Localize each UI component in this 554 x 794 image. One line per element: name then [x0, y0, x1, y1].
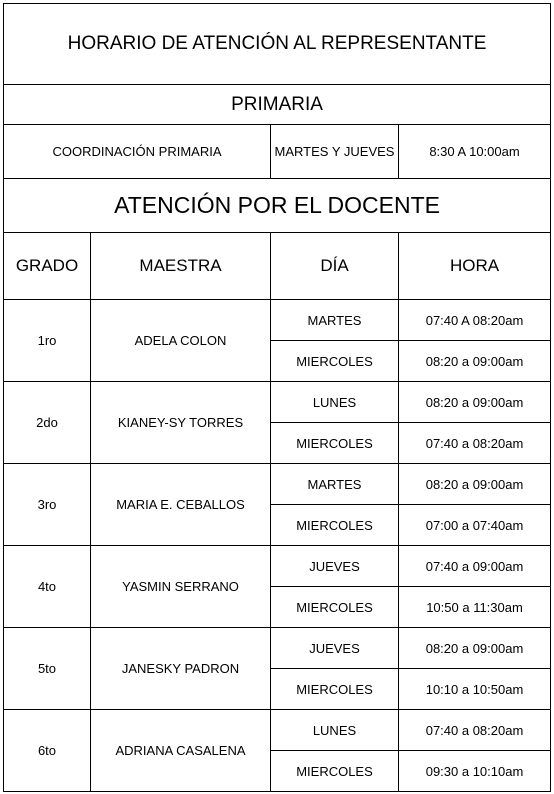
time-cell: 07:40 a 09:00am: [399, 546, 551, 587]
teacher-cell: ADRIANA CASALENA: [91, 710, 271, 792]
header-day: DÍA: [271, 233, 399, 300]
day-cell: MIERCOLES: [271, 751, 399, 792]
table-row: [4, 710, 551, 751]
time-cell: 08:20 a 09:00am: [399, 382, 551, 423]
time-cell: 09:30 a 10:10am: [399, 751, 551, 792]
table-row: [4, 628, 551, 669]
coordination-time: 8:30 A 10:00am: [399, 125, 551, 179]
time-cell: 08:20 a 09:00am: [399, 628, 551, 669]
teacher-cell: YASMIN SERRANO: [91, 546, 271, 628]
table-row: [4, 546, 551, 587]
header-grade: GRADO: [4, 233, 91, 300]
section-title: PRIMARIA: [4, 85, 551, 125]
day-cell: JUEVES: [271, 546, 399, 587]
teacher-section-title: ATENCIÓN POR EL DOCENTE: [4, 179, 551, 233]
time-cell: 07:00 a 07:40am: [399, 505, 551, 546]
grade-cell: 1ro: [4, 300, 91, 382]
grade-cell: 4to: [4, 546, 91, 628]
time-cell: 07:40 a 08:20am: [399, 710, 551, 751]
header-time: HORA: [399, 233, 551, 300]
time-cell: 07:40 A 08:20am: [399, 300, 551, 341]
table-row: [4, 464, 551, 505]
page-title: HORARIO DE ATENCIÓN AL REPRESENTANTE: [4, 4, 551, 85]
coordination-days: MARTES Y JUEVES: [271, 125, 399, 179]
teacher-cell: KIANEY-SY TORRES: [91, 382, 271, 464]
day-cell: JUEVES: [271, 628, 399, 669]
time-cell: 08:20 a 09:00am: [399, 464, 551, 505]
schedule-table: [3, 3, 551, 792]
day-cell: MIERCOLES: [271, 505, 399, 546]
teacher-cell: MARIA E. CEBALLOS: [91, 464, 271, 546]
table-row: [4, 382, 551, 423]
day-cell: MARTES: [271, 300, 399, 341]
day-cell: LUNES: [271, 382, 399, 423]
table-row: [4, 300, 551, 341]
time-cell: 07:40 a 08:20am: [399, 423, 551, 464]
day-cell: LUNES: [271, 710, 399, 751]
time-cell: 10:10 a 10:50am: [399, 669, 551, 710]
day-cell: MIERCOLES: [271, 669, 399, 710]
day-cell: MIERCOLES: [271, 423, 399, 464]
header-teacher: MAESTRA: [91, 233, 271, 300]
time-cell: 08:20 a 09:00am: [399, 341, 551, 382]
day-cell: MIERCOLES: [271, 341, 399, 382]
coordination-row: [4, 125, 551, 179]
coordination-name: COORDINACIÓN PRIMARIA: [4, 125, 271, 179]
day-cell: MARTES: [271, 464, 399, 505]
grade-cell: 6to: [4, 710, 91, 792]
teacher-cell: JANESKY PADRON: [91, 628, 271, 710]
header-row: [4, 233, 551, 300]
time-cell: 10:50 a 11:30am: [399, 587, 551, 628]
day-cell: MIERCOLES: [271, 587, 399, 628]
grade-cell: 3ro: [4, 464, 91, 546]
grade-cell: 2do: [4, 382, 91, 464]
teacher-cell: ADELA COLON: [91, 300, 271, 382]
schedule-body: [4, 4, 551, 792]
grade-cell: 5to: [4, 628, 91, 710]
